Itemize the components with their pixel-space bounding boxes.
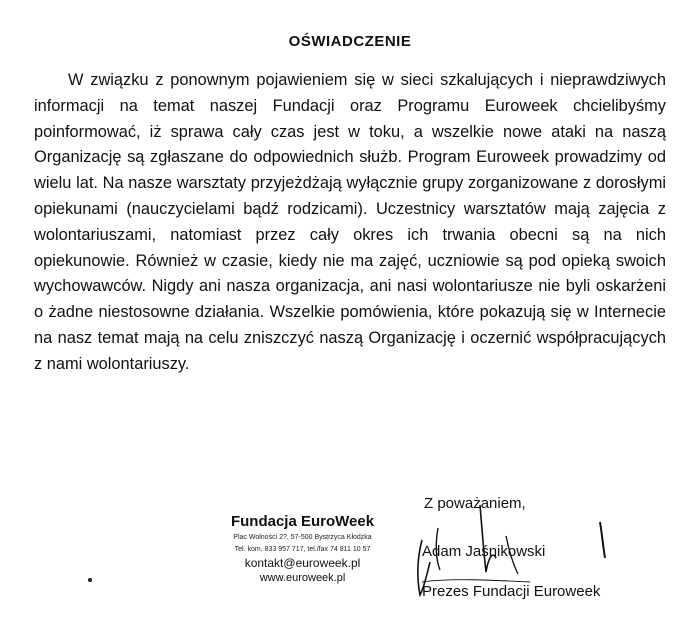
organization-stamp — [190, 512, 415, 585]
stamp-email: kontakt@euroweek.pl — [244, 556, 361, 570]
stamp-website: www.euroweek.pl — [259, 572, 346, 584]
signoff-greeting: Z poważaniem, — [424, 495, 526, 512]
statement-paragraph: W związku z ponownym pojawieniem się w sieci szkalujących i nieprawdziwych informacji na temat naszej Fundacji oraz Programu Euroweek chcielibyśmy poinformować, iż sprawa cały czas jest w toku, a wszelkie nowe ataki na naszą Organizację są zgłaszane do odpowiednich służb. Program Euroweek prowadzimy od wielu lat. Na nasze warsztaty przyjeżdżają wyłącznie grupy zorganizowane z dorosłymi opiekunami (nauczycielami bądź rodzicami). Uczestnicy warsztatów mają zajęcia z wolontariuszami, natomiast przez cały okres ich trwania obecni są na nich opiekunowie. Również w czasie, kiedy nie ma zajęć, uczniowie są pod opieką swoich wychowawców. Nigdy ani nasza organizacja, ani nasi wolontariusze nie byli oskarżeni o żadne niestosowne działania. Wszelkie pomówienia, które pokazują się w Internecie na nasz temat mają na celu zniszczyć naszą Organizację i oczernić współpracujących z nami wolontariuszy. — [34, 71, 666, 373]
signer-name: Adam Jaśnikowski — [422, 543, 546, 560]
stamp-phones: Tel. kom. 833 957 717, tel./fax 74 811 10 57 — [234, 546, 371, 553]
stamp-address: Plac Wolności 2?, 57-500 Bystrzyca Kłodzka — [233, 534, 372, 541]
document-title: OŚWIADCZENIE — [288, 33, 412, 50]
stray-dot — [88, 578, 92, 582]
signer-role: Prezes Fundacji Euroweek — [422, 583, 601, 600]
statement-body — [34, 68, 666, 378]
stamp-org-name: Fundacja EuroWeek — [230, 513, 375, 530]
